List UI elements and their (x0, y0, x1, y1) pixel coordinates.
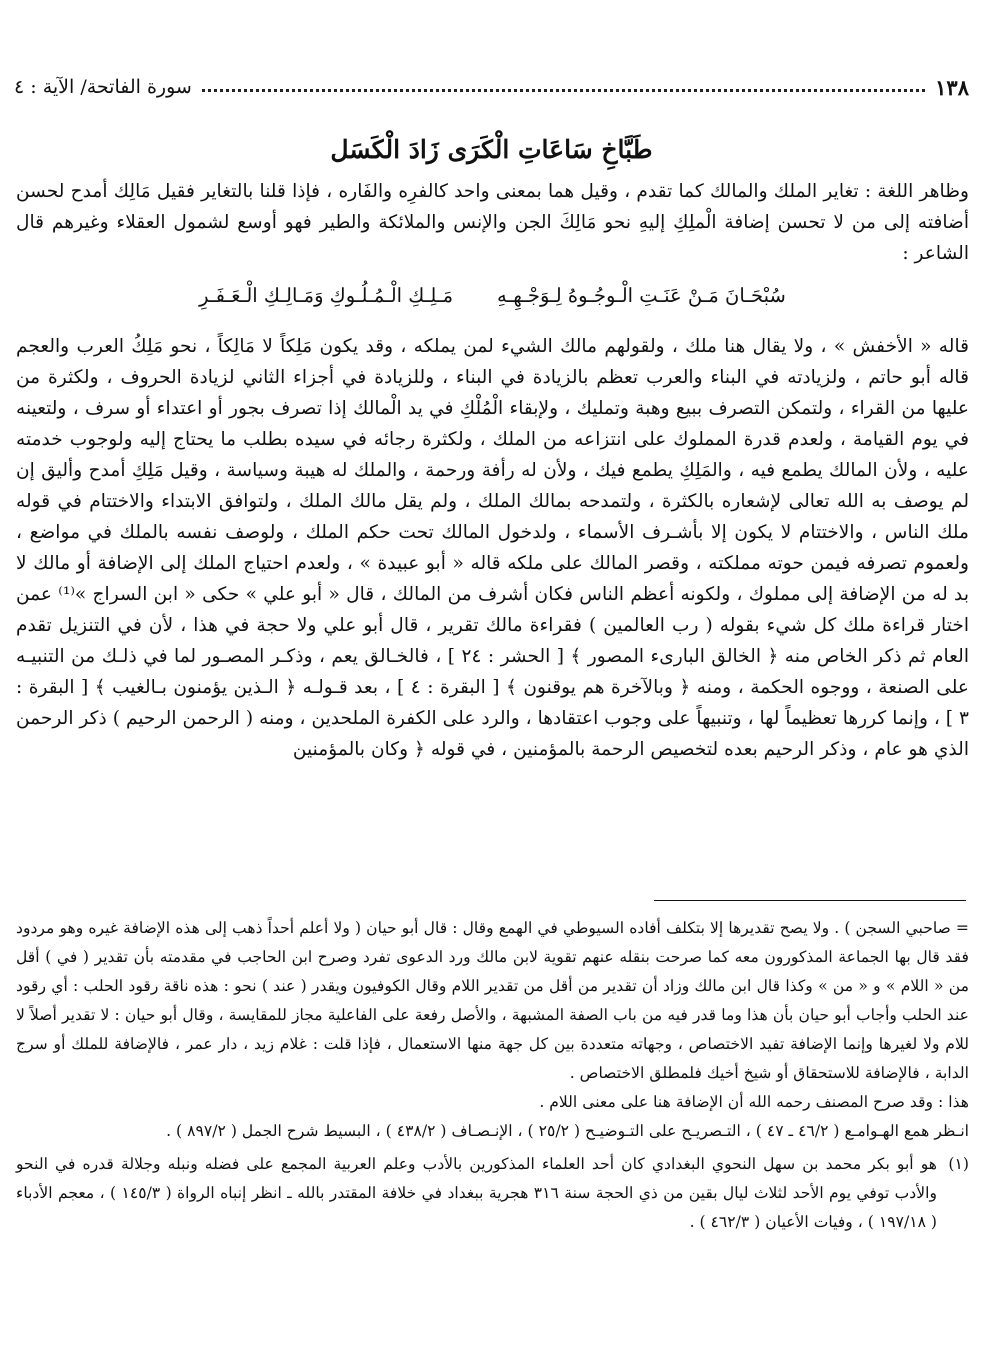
footnote-references: انـظر همع الهـوامـع ( ٤٦/٢ ـ ٤٧ ) ، التـصريـح على التـوضيـح ( ٢٥/٢ ) ، الإنـصـاف ( ٤٣٨/٢ ) ، البسيط شرح الجمل ( ٨٩٧/٢ ) . (166, 1122, 969, 1140)
verse-first-hemistich: سُبْحَـانَ مَـنْ عَنَـتِ الْـوجُـوهُ لِـوَجْـهِـهِ (497, 284, 786, 307)
footnote-continuation: = صاحبي السجن ) . ولا يصح تقديرها إلا بتكلف أفاده السيوطي في الهمع وقال : قال أبو حيان ( ولا أعلم أحداً ذهب إلى هذه الإضافة غيره وهو مردود فقد قال بها الجماعة المذكورون معه كما صرحت بنقله عنهم تقوية لابن مالك ورد الدعوى تفرد وصرح ابن الحاجب في مقدمته بأن تقدير ( في ) أقل من « اللام » و « من » وكذا قال ابن مالك وزاد أن تقدير من أقل من تقدير اللام وقال الكوفيون ويقدر ( عند ) نحو : هذه ناقة رقود الحلب : أي رقود عند الحلب وأجاب أبو حيان بأن هذا وما قدر فيه من باب الصفة المشبهة ، والأصل رفعة على الفاعلية مجاز للمقايسة ، وقال أبو حيان : لا تقدير أصلاً لا للام ولا لغيرها وإنما الإضافة تفيد الاختصاص ، وجهاته متعددة بين كل جهة منها الاستعمال ، فإذا قلت : غلام زيد ، دار عمر ، فالإضافة للملك أو سرج الدابة ، فالإضافة للاستحقاق أو شيخ أخيك فلمطلق الاختصاص . (16, 919, 969, 1082)
running-title: سورة الفاتحة/ الآية : ٤ (14, 76, 192, 98)
footnote-separator (654, 900, 966, 901)
main-text (16, 176, 969, 765)
dotted-leader (202, 87, 925, 92)
paragraph-2: قاله « الأخفش » ، ولا يقال هنا ملك ، ولقولهم مالك الشيء لمن يملكه ، وقد يكون مَلِكاً لا مَالِكاً ، نحو مَلِكُ العرب والعجم قاله أبو حاتم ، ولزيادته في البناء والعرب تعظم بالزيادة في البناء ، وللزيادة في أجزاء الثاني لزيادة الحروف ، ولكثرة من عليها من القراء ، ولتمكن التصرف ببيع وهبة وتمليك ، ولإبقاء الْمُلْكِ في يد الْمالك إذا تصرف بجور أو اعتداء أو سرف ، ولتعينه في يوم القيامة ، ولعدم قدرة المملوك على انتزاعه من الملك ، ولكثرة رجائه في سيده بطلب ما يحتاج إليه ولوجوب خدمته عليه ، ولأن المالك يطمع فيه ، والمَلِكِ يطمع فيك ، ولأن له رأفة ورحمة ، والملك له هيبة وسياسة ، وقيل مَلِكِ أمدح وأليق إن لم يوصف به الله تعالى لإشعاره بالكثرة ، ولتمدحه بمالك الملك ، ولم يقل مالك الملك ، ولتوافق الابتداء والاختتام في قوله ملك الناس ، والاختتام لا يكون إلا بأشـرف الأسماء ، ولدخول المالك تحت حكم الملك ، ولوصف نفسه بالملك في مواضع ، ولعموم تصرفه فيمن حوته مملكته ، وقصر المالك على ملكه قاله « أبو عبيدة » ، ولعدم احتياج الملك إلى الإضافة أو مالك لا بد له من الإضافة إلى مملوك ، ولكونه أعظم الناس فكان أشرف من المالك ، قال « أبو علي » حكى « ابن السراج »⁽¹⁾ عمن اختار قراءة ملك كل شيء بقوله ( رب العالمين ) فقراءة مالك تقرير ، قال أبو علي ولا حجة في هذا ، لأن في التنزيل تقدم العام ثم ذكر الخاص منه ﴿ الخالق البارىء المصور ﴾ [ الحشر : ٢٤ ] ، فالخـالق يعم ، وذكـر المصـور لما في ذلـك من التنبيـه على الصنعة ، ووجوه الحكمة ، ومنه ﴿ وبالآخرة هم يوقنون ﴾ [ البقرة : ٤ ] ، بعد قـولـه ﴿ الـذين يؤمنون بـالغيب ﴾ [ البقرة : ٣ ] ، وإنما كررها تعظيماً لها ، وتنبيهاً على وجوب اعتقادها ، والرد على الكفرة الملحدين ، ومنه ( الرحمن الرحيم ) ذكر الرحمن الذي هو عام ، وذكر الرحيم بعده لتخصيص الرحمة بالمؤمنين ، في قوله ﴿ وكان بالمؤمنين (16, 336, 969, 760)
footnote-text: هو أبو بكر محمد بن سهل النحوي البغدادي كان أحد العلماء المذكورين بالأدب وعلم العربية المجمع على فضله ونبله وجلالة قدره في النحو والأدب توفي يوم الأحد لثلاث ليال بقين من ذي الحجة سنة ٣١٦ هجرية ببغداد في خلافة المقتدر بالله ـ انظر إنباه الرواة ( ١٤٥/٣ ) ، معجم الأدباء ( ١٩٧/١٨ ) ، وفيات الأعيان ( ٤٦٢/٣ ) . (16, 1155, 938, 1231)
verse-second-hemistich: مَـلِـكِ الْـمُـلُـوكِ وَمَـالِـكِ الْـعَـفَـرِ (199, 284, 454, 307)
footnote-1 (16, 1150, 969, 1237)
verse-heading: طَبَّاخِ سَاعَاتِ الْكَرَى زَادَ الْكَسَل (330, 135, 653, 164)
footnote-number: (١) (948, 1155, 969, 1173)
poetry-verse (16, 271, 969, 321)
paragraph-1: وظاهر اللغة : تغاير الملك والمالك كما تقدم ، وقيل هما بمعنى واحد كالفرِه والفَاره ، فإذا قلنا بالتغاير فقيل مَالِك أمدح لحسن أضافته إلى من لا تحسن إضافة الْملِكِ إليهِ نحو مَالِكَ الجن والإنس والملائكة والطير فهو أوسع لشمول العقلاء وغيرهم قال الشاعر : (16, 181, 969, 264)
footnotes (16, 914, 969, 1237)
page-number: ١٣٨ (935, 74, 969, 100)
page-header (14, 72, 969, 102)
footnote-remark: هذا : وقد صرح المصنف رحمه الله أن الإضافة هنا على معنى اللام . (539, 1093, 969, 1111)
